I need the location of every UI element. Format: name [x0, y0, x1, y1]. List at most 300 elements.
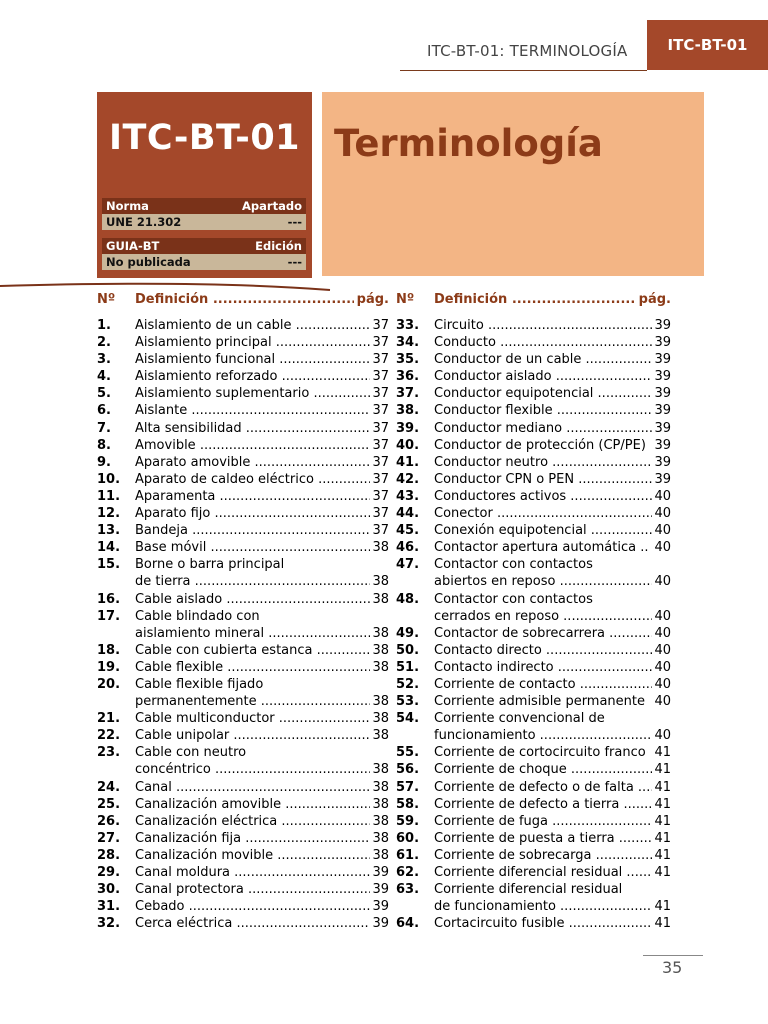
entry-term: Canalización eléctrica ..... — [135, 813, 370, 830]
entry-term: de funcionamiento ..... — [434, 898, 652, 915]
entry-leader-line — [434, 385, 671, 402]
entry-number: 14. — [97, 540, 121, 556]
definition-entry — [396, 385, 671, 402]
entry-page: 40 — [654, 659, 671, 675]
entry-body — [135, 608, 389, 642]
entry-page: 39 — [654, 318, 671, 333]
entry-number: 6. — [97, 403, 111, 419]
entry-term: aislamiento mineral ..... — [135, 625, 370, 642]
entry-term: Aislamiento suplementario ..... — [135, 385, 370, 402]
entry-body — [135, 881, 389, 898]
page-number: 35 — [662, 958, 683, 977]
entry-page: 40 — [654, 694, 671, 710]
definition-entry — [97, 368, 389, 385]
entry-leader-line — [135, 881, 389, 898]
entry-leader-line — [135, 813, 389, 830]
entry-page: 40 — [654, 488, 671, 504]
entry-number: 8. — [97, 437, 111, 453]
entry-number: 12. — [97, 506, 121, 522]
entry-leader-line — [135, 317, 389, 334]
entry-number: 36. — [396, 369, 420, 385]
entry-leader-line — [434, 454, 671, 471]
entry-number: 34. — [396, 335, 420, 351]
definition-entry — [396, 659, 671, 676]
definition-entry — [97, 437, 389, 454]
entry-number: 54. — [396, 711, 420, 727]
definition-entry — [97, 454, 389, 471]
definition-entry — [396, 454, 671, 471]
entry-leader-line — [434, 915, 671, 932]
entry-leader-line — [434, 625, 671, 642]
entry-number: 18. — [97, 642, 121, 658]
entry-term: funcionamiento ..... — [434, 727, 652, 744]
entry-body — [434, 847, 671, 864]
entry-leader-line — [135, 625, 389, 642]
entry-page: 38 — [372, 540, 389, 556]
entry-leader-line — [434, 573, 671, 590]
entry-page: 39 — [654, 386, 671, 402]
column-header-pag: pág. — [356, 292, 389, 307]
entry-body — [135, 813, 389, 830]
entry-leader-line — [135, 385, 389, 402]
entry-body — [135, 556, 389, 590]
definition-entry — [97, 351, 389, 368]
entry-number: 45. — [396, 523, 420, 539]
entry-leader-line — [135, 454, 389, 471]
definition-entry — [97, 317, 389, 334]
entry-leader-line — [135, 437, 389, 454]
entry-term: Aislamiento principal ..... — [135, 334, 370, 351]
entry-number: 1. — [97, 318, 111, 333]
entry-term: Aislamiento funcional ..... — [135, 351, 370, 368]
entry-term: Alta sensibilidad ..... — [135, 420, 370, 437]
entry-number: 56. — [396, 762, 420, 778]
entry-leader-line — [135, 402, 389, 419]
entry-page: 38 — [372, 813, 389, 829]
entry-body — [434, 693, 671, 710]
entry-body — [434, 402, 671, 419]
entry-body — [434, 710, 671, 744]
entry-term: Conductor mediano ..... — [434, 420, 652, 437]
definition-entry — [396, 813, 671, 830]
entry-page: 40 — [654, 574, 671, 590]
entry-page: 37 — [372, 437, 389, 453]
definition-entry — [396, 368, 671, 385]
definition-entry — [97, 522, 389, 539]
entry-number: 38. — [396, 403, 420, 419]
entry-leader-line — [135, 539, 389, 556]
entry-leader-line — [135, 522, 389, 539]
entry-number: 60. — [396, 830, 420, 846]
entry-page: 39 — [372, 916, 389, 932]
entry-page: 39 — [654, 403, 671, 419]
entry-number: 5. — [97, 386, 111, 402]
definition-entry — [396, 351, 671, 368]
entry-body — [135, 591, 389, 608]
entry-leader-line — [135, 898, 389, 915]
entry-term: Conductor neutro ..... — [434, 454, 652, 471]
entry-term: Conductor aislado ..... — [434, 368, 652, 385]
entry-number: 4. — [97, 369, 111, 385]
entry-leader-line — [135, 505, 389, 522]
entry-term: concéntrico ..... — [135, 761, 370, 778]
entry-term: Contacto directo ..... — [434, 642, 652, 659]
entry-term: Cebado ..... — [135, 898, 370, 915]
entry-body — [434, 488, 671, 505]
guia-value: No publicada — [106, 255, 191, 269]
entry-body — [434, 351, 671, 368]
entry-term: Aparato de caldeo eléctrico ..... — [135, 471, 370, 488]
entry-number: 33. — [396, 318, 420, 333]
definition-entry — [396, 864, 671, 881]
entry-term: Canal moldura ..... — [135, 864, 370, 881]
entry-body — [135, 642, 389, 659]
entry-body — [135, 488, 389, 505]
entry-leader-line — [135, 693, 389, 710]
definition-entry — [97, 676, 389, 710]
entry-leader-line — [434, 608, 671, 625]
definition-entry — [97, 420, 389, 437]
definition-entry — [396, 522, 671, 539]
entry-number: 55. — [396, 745, 420, 761]
entry-page: 41 — [654, 796, 671, 812]
entry-leader-line — [135, 796, 389, 813]
entry-term: Cable unipolar ..... — [135, 727, 370, 744]
entry-leader-line — [434, 898, 671, 915]
entry-leader-line — [135, 471, 389, 488]
entry-text-line: Contactor con contactos — [434, 591, 593, 607]
entry-number: 61. — [396, 847, 420, 863]
entry-leader-line — [434, 761, 671, 778]
entry-term: Bandeja ..... — [135, 522, 370, 539]
entry-page: 39 — [654, 454, 671, 470]
entry-term: Corriente diferencial residual ..... — [434, 864, 652, 881]
entry-page: 38 — [372, 711, 389, 727]
entry-number: 58. — [396, 796, 420, 812]
entry-leader-line — [434, 471, 671, 488]
definition-entry — [396, 471, 671, 488]
norma-label: Norma — [106, 199, 149, 213]
entry-term: permanentemente ..... — [135, 693, 370, 710]
entry-leader-line — [135, 659, 389, 676]
entry-body — [434, 625, 671, 642]
entry-number: 19. — [97, 659, 121, 675]
entry-number: 48. — [396, 591, 420, 607]
definition-entry — [97, 727, 389, 744]
entry-page: 38 — [372, 659, 389, 675]
entry-term: Corriente de defecto a tierra ..... — [434, 796, 652, 813]
entry-text-line: Corriente diferencial residual — [434, 882, 623, 898]
entry-term: Canal ..... — [135, 779, 370, 796]
entry-body — [434, 779, 671, 796]
entry-term: Circuito ..... — [434, 317, 652, 334]
entry-body — [434, 915, 671, 932]
entry-number: 29. — [97, 865, 121, 880]
entry-leader-line — [434, 334, 671, 351]
entry-text-line: Cable blindado con — [135, 608, 260, 624]
entry-page: 40 — [654, 728, 671, 744]
entry-term: Conducto ..... — [434, 334, 652, 351]
definitions-list — [97, 317, 389, 932]
entry-leader-line — [434, 420, 671, 437]
entry-number: 26. — [97, 813, 121, 829]
entry-page: 38 — [372, 694, 389, 710]
entry-body — [434, 830, 671, 847]
entry-body — [434, 539, 671, 556]
entry-leader-line — [135, 779, 389, 796]
entry-page: 40 — [654, 625, 671, 641]
entry-number: 9. — [97, 454, 111, 470]
entry-leader-line — [135, 864, 389, 881]
entry-page: 37 — [372, 369, 389, 385]
entry-leader-line — [434, 505, 671, 522]
entry-number: 52. — [396, 676, 420, 692]
entry-page: 38 — [372, 625, 389, 641]
entry-number: 40. — [396, 437, 420, 453]
entry-body — [434, 591, 671, 625]
entry-body — [135, 744, 389, 778]
entry-body — [434, 642, 671, 659]
entry-number: 31. — [97, 899, 121, 915]
definition-entry — [396, 539, 671, 556]
definition-entry — [97, 881, 389, 898]
entry-page: 38 — [372, 728, 389, 744]
entry-body — [135, 915, 389, 932]
norma-header-row — [102, 198, 306, 214]
definition-entry — [97, 813, 389, 830]
entry-leader-line — [434, 693, 671, 710]
entry-body — [434, 437, 671, 454]
entry-page: 38 — [372, 762, 389, 778]
entry-page: 38 — [372, 779, 389, 795]
entry-page: 41 — [654, 916, 671, 932]
entry-page: 39 — [654, 335, 671, 351]
entry-leader-line — [135, 488, 389, 505]
definition-entry — [396, 334, 671, 351]
entry-number: 17. — [97, 608, 121, 624]
definition-entry — [97, 898, 389, 915]
entry-term: Corriente de fuga ..... — [434, 813, 652, 830]
entry-number: 64. — [396, 916, 420, 932]
entry-number: 44. — [396, 506, 420, 522]
definitions-column-left — [97, 291, 389, 932]
entry-term: Contacto indirecto ..... — [434, 659, 652, 676]
definition-entry — [396, 744, 671, 761]
entry-number: 3. — [97, 352, 111, 368]
entry-term: Corriente de defecto o de falta ..... — [434, 779, 652, 796]
entry-number: 41. — [396, 454, 420, 470]
definition-entry — [396, 830, 671, 847]
definition-entry — [97, 642, 389, 659]
entry-body — [135, 351, 389, 368]
entry-page: 41 — [654, 813, 671, 829]
definition-entry — [396, 505, 671, 522]
entry-number: 11. — [97, 488, 121, 504]
entry-body — [434, 881, 671, 915]
entry-term: Aparamenta ..... — [135, 488, 370, 505]
entry-page: 37 — [372, 523, 389, 539]
definition-entry — [396, 761, 671, 778]
definition-entry — [396, 676, 671, 693]
entry-body — [135, 385, 389, 402]
entry-page: 38 — [372, 796, 389, 812]
definition-entry — [97, 608, 389, 642]
entry-leader-line — [434, 847, 671, 864]
column-header-num: Nº — [97, 292, 116, 307]
entry-body — [135, 539, 389, 556]
entry-text-line: Cable flexible fijado — [135, 676, 264, 692]
definition-entry — [97, 505, 389, 522]
entry-page: 41 — [654, 899, 671, 915]
entry-body — [434, 471, 671, 488]
entry-number: 32. — [97, 916, 121, 932]
entry-body — [434, 761, 671, 778]
entry-text-line: Contactor con contactos — [434, 557, 593, 573]
entry-term: Cable con cubierta estanca ..... — [135, 642, 370, 659]
entry-page: 39 — [654, 471, 671, 487]
entry-body — [434, 813, 671, 830]
entry-number: 16. — [97, 591, 121, 607]
entry-leader-line — [135, 642, 389, 659]
entry-leader-line — [434, 727, 671, 744]
edicion-value: --- — [287, 255, 302, 269]
entry-leader-line — [434, 779, 671, 796]
entry-body — [135, 864, 389, 881]
entry-body — [434, 334, 671, 351]
entry-leader-line — [434, 796, 671, 813]
entry-leader-line — [135, 761, 389, 778]
entry-leader-line — [434, 830, 671, 847]
entry-number: 39. — [396, 420, 420, 436]
definition-entry — [97, 830, 389, 847]
entry-number: 37. — [396, 386, 420, 402]
definition-entry — [396, 796, 671, 813]
entry-term: Aislamiento de un cable ..... — [135, 317, 370, 334]
entry-term: Corriente admisible permanente — [434, 694, 646, 710]
document-code-box — [97, 92, 312, 278]
norma-value: UNE 21.302 — [106, 215, 182, 229]
entry-term: abiertos en reposo ..... — [434, 573, 652, 590]
entry-body — [135, 368, 389, 385]
entry-leader-line — [135, 830, 389, 847]
column-header-pag: pág. — [638, 292, 671, 307]
entry-term: Canalización fija ..... — [135, 830, 370, 847]
entry-term: Canalización movible ..... — [135, 847, 370, 864]
entry-leader-line — [434, 437, 671, 454]
header-rule — [400, 70, 647, 71]
entry-term: Conductores activos ..... — [434, 488, 652, 505]
entry-term: Aislante ..... — [135, 402, 370, 419]
entry-number: 63. — [396, 882, 420, 898]
entry-body — [434, 556, 671, 590]
entry-term: Contactor de sobrecarrera ..... — [434, 625, 652, 642]
entry-page: 39 — [372, 899, 389, 915]
entry-leader-line — [135, 710, 389, 727]
definition-entry — [97, 334, 389, 351]
definition-entry — [396, 710, 671, 744]
entry-number: 10. — [97, 471, 121, 487]
entry-page: 41 — [654, 745, 671, 761]
entry-number: 25. — [97, 796, 121, 812]
entry-body — [135, 471, 389, 488]
entry-leader-line — [434, 351, 671, 368]
entry-body — [135, 420, 389, 437]
definition-entry — [97, 710, 389, 727]
entry-leader-line — [434, 813, 671, 830]
title-box — [322, 92, 704, 276]
running-header-title: ITC-BT-01: TERMINOLOGÍA — [427, 42, 628, 60]
guia-label: GUIA-BT — [106, 239, 160, 253]
entry-leader-line — [434, 864, 671, 881]
entry-term: Conductor de protección (CP/PE) — [434, 437, 646, 453]
column-header-def: Definición ..... — [135, 291, 354, 309]
entry-body — [434, 864, 671, 881]
entry-term: Conector ..... — [434, 505, 652, 522]
entry-page: 38 — [372, 847, 389, 863]
definition-entry — [97, 744, 389, 778]
entry-body — [135, 676, 389, 710]
entry-page: 38 — [372, 830, 389, 846]
footer-rule — [643, 955, 703, 956]
entry-number: 13. — [97, 523, 121, 539]
entry-page: 39 — [654, 437, 671, 453]
entry-body — [434, 796, 671, 813]
entry-page: 41 — [654, 847, 671, 863]
definition-entry — [396, 625, 671, 642]
entry-page: 41 — [654, 830, 671, 846]
entry-page: 38 — [372, 591, 389, 607]
entry-term: Conductor de un cable ..... — [434, 351, 652, 368]
entry-leader-line — [135, 591, 389, 608]
entry-page: 40 — [654, 540, 671, 556]
entry-leader-line — [434, 642, 671, 659]
entry-number: 53. — [396, 694, 420, 710]
entry-page: 39 — [654, 352, 671, 368]
entry-leader-line — [135, 420, 389, 437]
entry-term: Conductor CPN o PEN ..... — [434, 471, 652, 488]
entry-body — [434, 420, 671, 437]
entry-page: 37 — [372, 352, 389, 368]
entry-leader-line — [135, 368, 389, 385]
entry-number: 21. — [97, 711, 121, 727]
entry-number: 22. — [97, 728, 121, 744]
entry-page: 40 — [654, 642, 671, 658]
guia-value-row — [102, 254, 306, 270]
definition-entry — [97, 796, 389, 813]
entry-body — [135, 505, 389, 522]
entry-body — [135, 402, 389, 419]
entry-term: Conductor flexible ..... — [434, 402, 652, 419]
entry-body — [135, 659, 389, 676]
entry-number: 28. — [97, 847, 121, 863]
entry-page: 38 — [372, 574, 389, 590]
apartado-label: Apartado — [242, 199, 302, 213]
entry-term: Amovible ..... — [135, 437, 370, 454]
entry-body — [434, 744, 671, 761]
definition-entry — [396, 317, 671, 334]
entry-body — [135, 710, 389, 727]
entry-page: 40 — [654, 523, 671, 539]
definition-entry — [396, 693, 671, 710]
entry-term: Corriente de puesta a tierra ..... — [434, 830, 652, 847]
definition-entry — [396, 488, 671, 505]
entry-term: cerrados en reposo ..... — [434, 608, 652, 625]
entry-body — [135, 847, 389, 864]
column-header — [97, 291, 389, 309]
entry-body — [135, 830, 389, 847]
entry-term: Corriente de choque ..... — [434, 761, 652, 778]
entry-term: Aparato fijo ..... — [135, 505, 370, 522]
